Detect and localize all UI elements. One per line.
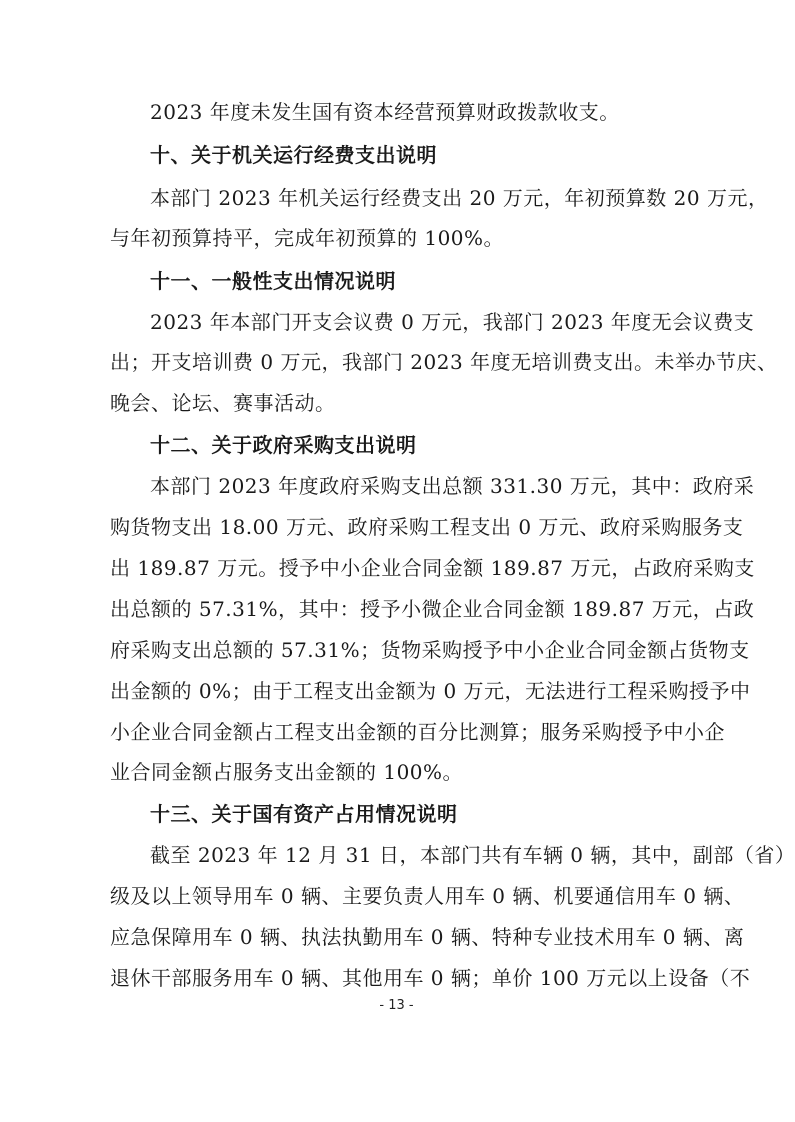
paragraph-line: 出金额的 0%；由于工程支出金额为 0 万元，无法进行工程采购授予中 — [110, 679, 751, 703]
paragraph-line: 出总额的 57.31%，其中：授予小微企业合同金额 189.87 万元，占政 — [110, 597, 755, 621]
paragraph-line: 2023 年度未发生国有资本经营预算财政拨款收支。 — [150, 100, 620, 124]
paragraph-line: 购货物支出 18.00 万元、政府采购工程支出 0 万元、政府采购服务支 — [110, 515, 744, 539]
section-heading: 十三、关于国有资产占用情况说明 — [150, 802, 458, 826]
section-heading: 十、关于机关运行经费支出说明 — [150, 143, 437, 167]
paragraph-line: 晚会、论坛、赛事活动。 — [110, 391, 336, 415]
paragraph-line: 级及以上领导用车 0 辆、主要负责人用车 0 辆、机要通信用车 0 辆、 — [110, 884, 745, 908]
section-heading: 十一、一般性支出情况说明 — [150, 269, 396, 293]
paragraph-line: 本部门 2023 年机关运行经费支出 20 万元，年初预算数 20 万元， — [150, 186, 769, 210]
paragraph-line: 小企业合同金额占工程支出金额的百分比测算；服务采购授予中小企 — [110, 720, 725, 744]
paragraph-line: 应急保障用车 0 辆、执法执勤用车 0 辆、特种专业技术用车 0 辆、离 — [110, 925, 745, 949]
paragraph-line: 退休干部服务用车 0 辆、其他用车 0 辆；单价 100 万元以上设备（不 — [110, 966, 751, 990]
page-number: - 13 - — [379, 998, 414, 1013]
paragraph-line: 本部门 2023 年度政府采购支出总额 331.30 万元，其中：政府采 — [150, 474, 755, 498]
paragraph-line: 业合同金额占服务支出金额的 100%。 — [110, 760, 464, 784]
paragraph-line: 2023 年本部门开支会议费 0 万元，我部门 2023 年度无会议费支 — [150, 310, 755, 334]
paragraph-line: 出；开支培训费 0 万元，我部门 2023 年度无培训费支出。未举办节庆、 — [110, 350, 778, 374]
paragraph-line: 府采购支出总额的 57.31%；货物采购授予中小企业合同金额占货物支 — [110, 638, 750, 662]
paragraph-line: 出 189.87 万元。授予中小企业合同金额 189.87 万元，占政府采购支 — [110, 556, 755, 580]
section-heading: 十二、关于政府采购支出说明 — [150, 433, 417, 457]
paragraph-line: 截至 2023 年 12 月 31 日，本部门共有车辆 0 辆，其中，副部（省） — [150, 843, 795, 867]
paragraph-line: 与年初预算持平，完成年初预算的 100%。 — [110, 226, 505, 250]
